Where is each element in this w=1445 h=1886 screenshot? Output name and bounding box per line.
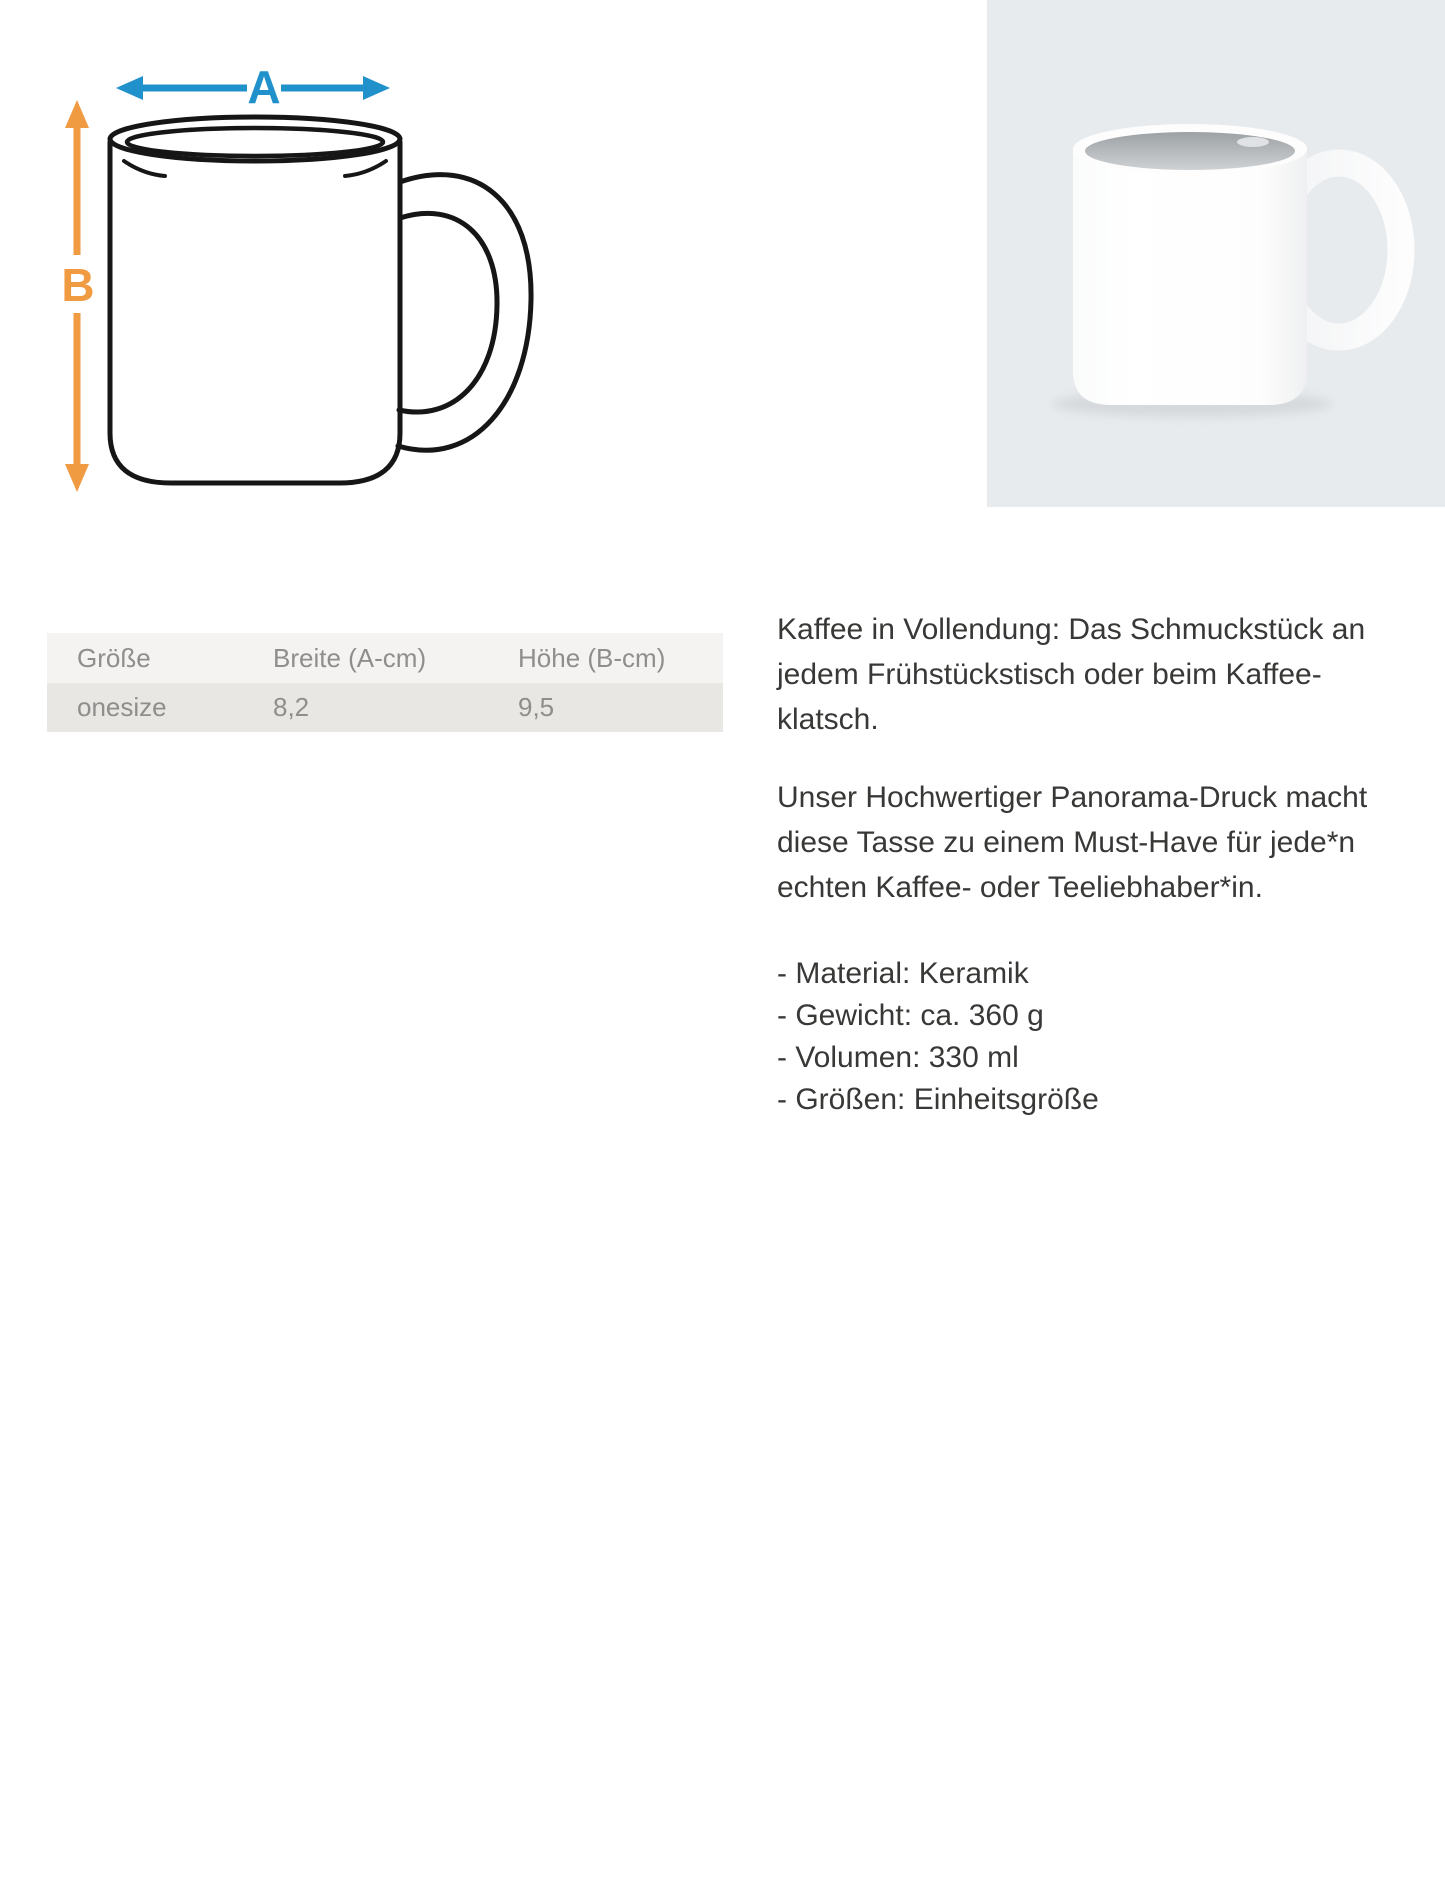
description-paragraph-2 [777,775,1417,910]
cell-size-value: onesize [77,692,167,722]
cell-width-value: 8,2 [273,692,310,722]
description-line: Kaffee in Vollendung: Das Schmuckstück an [777,613,1366,646]
spec-line-sizes: - Größen: Einheitsgröße [777,1083,1099,1116]
size-table-header-row [47,633,723,683]
spec-list [777,953,1417,1121]
spec-line-material: - Material: Keramik [777,957,1029,990]
spec-line-weight: - Gewicht: ca. 360 g [777,999,1044,1032]
height-label: B [61,259,95,311]
mug-body-outline [110,142,400,483]
width-label: A [247,61,281,113]
size-table [47,633,723,732]
size-table-data-row [47,683,723,732]
header-cell-width: Breite (A-cm) [273,642,427,673]
header-cell-height: Höhe (B-cm) [518,642,666,673]
mug-outline-drawing [55,50,545,500]
cell-height-value: 9,5 [518,692,555,722]
product-description [777,607,1417,1121]
mug-dimension-diagram [55,50,545,500]
spec-line-volume: - Volumen: 330 ml [777,1041,1019,1074]
description-line: jedem Frühstückstisch oder beim Kaffee- [777,658,1322,691]
mug-photo-body [1073,148,1307,405]
description-line: echten Kaffee- oder Teeliebhaber*in. [777,871,1263,904]
mug-photo-interior [1085,132,1295,170]
description-line: Unser Hochwertiger Panorama-Druck macht [777,781,1368,814]
mug-handle-inner-outline [399,213,497,412]
product-photo [987,0,1445,507]
white-ceramic-mug-photo [987,0,1445,507]
mug-photo-rim-highlight [1237,137,1269,147]
description-line: klatsch. [777,703,879,736]
description-line: diese Tasse zu einem Must-Have für jede*n [777,826,1356,859]
header-cell-size: Größe [77,642,151,673]
description-paragraph-1 [777,607,1417,742]
